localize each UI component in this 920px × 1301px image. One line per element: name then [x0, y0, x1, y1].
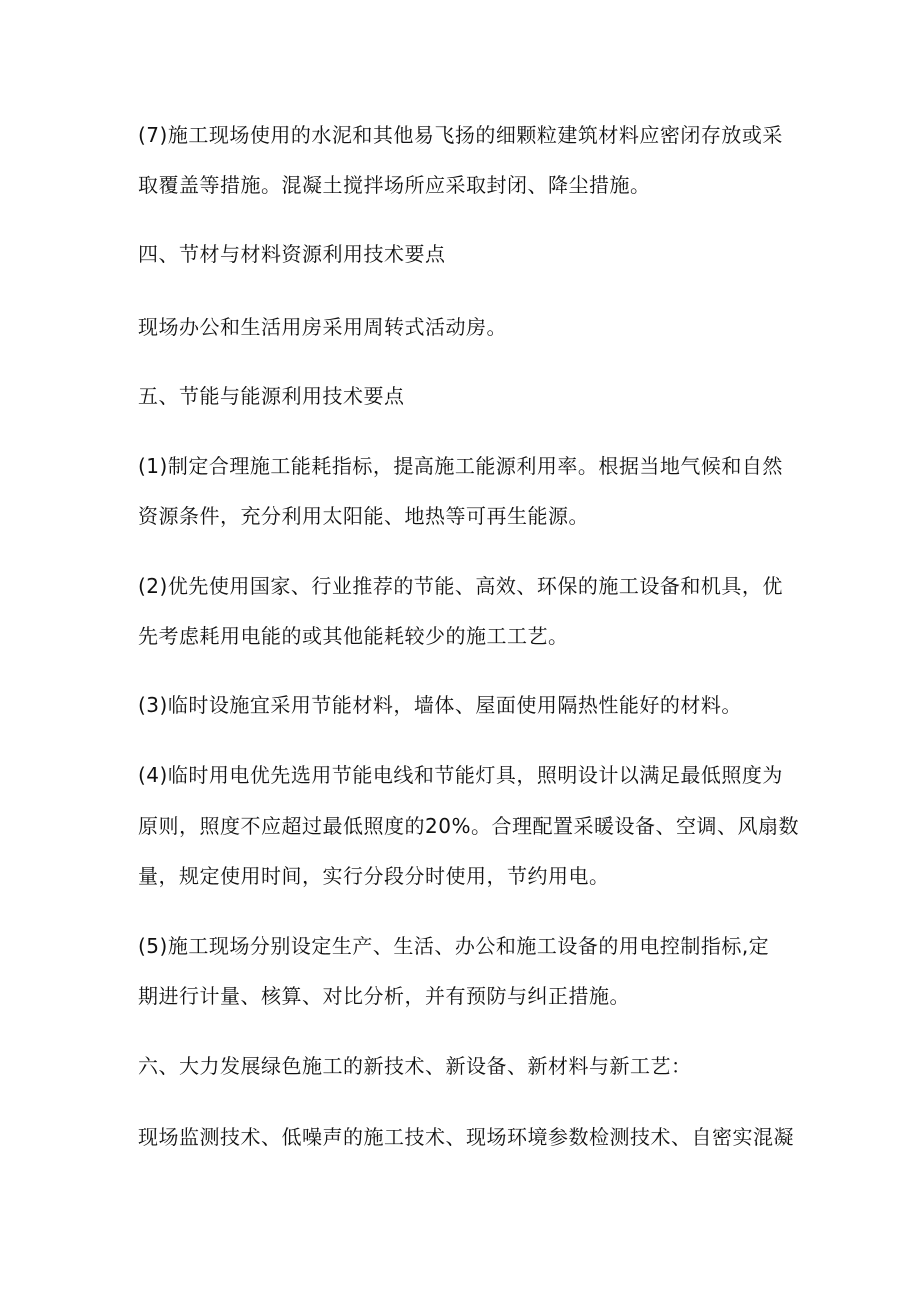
paragraph-item-2-line-1: (2)优先使用国家、行业推荐的节能、高效、环保的施工设备和机具，优 — [138, 574, 783, 598]
paragraph-item-7-line-2: 取覆盖等措施。混凝土搅拌场所应采取封闭、降尘措施。 — [138, 173, 651, 197]
paragraph-monitoring-tech: 现场监测技术、低噪声的施工技术、现场环境参数检测技术、自密实混凝 — [138, 1125, 794, 1149]
paragraph-item-3: (3)临时设施宜采用节能材料，墙体、屋面使用隔热性能好的材料。 — [138, 693, 742, 717]
paragraph-office-housing: 现场办公和生活用房采用周转式活动房。 — [138, 315, 507, 339]
paragraph-item-4-line-3: 量，规定使用时间，实行分段分时使用，节约用电。 — [138, 864, 610, 888]
paragraph-item-5-line-1: (5)施工现场分别设定生产、生活、办公和施工设备的用电控制指标,定 — [138, 934, 770, 958]
section-heading-5: 五、节能与能源利用技术要点 — [138, 384, 405, 408]
paragraph-item-4-line-2: 原则，照度不应超过最低照度的20%。合理配置采暖设备、空调、风扇数 — [138, 814, 799, 838]
paragraph-item-7-line-1: (7)施工现场使用的水泥和其他易飞扬的细颗粒建筑材料应密闭存放或采 — [138, 123, 783, 147]
paragraph-item-1-line-1: (1)制定合理施工能耗指标，提高施工能源利用率。根据当地气候和自然 — [138, 454, 783, 478]
paragraph-item-4-line-1: (4)临时用电优先选用节能电线和节能灯具，照明设计以满足最低照度为 — [138, 763, 783, 787]
paragraph-item-1-line-2: 资源条件，充分利用太阳能、地热等可再生能源。 — [138, 504, 589, 528]
section-heading-6: 六、大力发展绿色施工的新技术、新设备、新材料与新工艺： — [138, 1054, 692, 1078]
section-heading-4: 四、节材与材料资源利用技术要点 — [138, 242, 446, 266]
paragraph-item-5-line-2: 期进行计量、核算、对比分析，并有预防与纠正措施。 — [138, 984, 630, 1008]
paragraph-item-2-line-2: 先考虑耗用电能的或其他能耗较少的施工工艺。 — [138, 624, 569, 648]
